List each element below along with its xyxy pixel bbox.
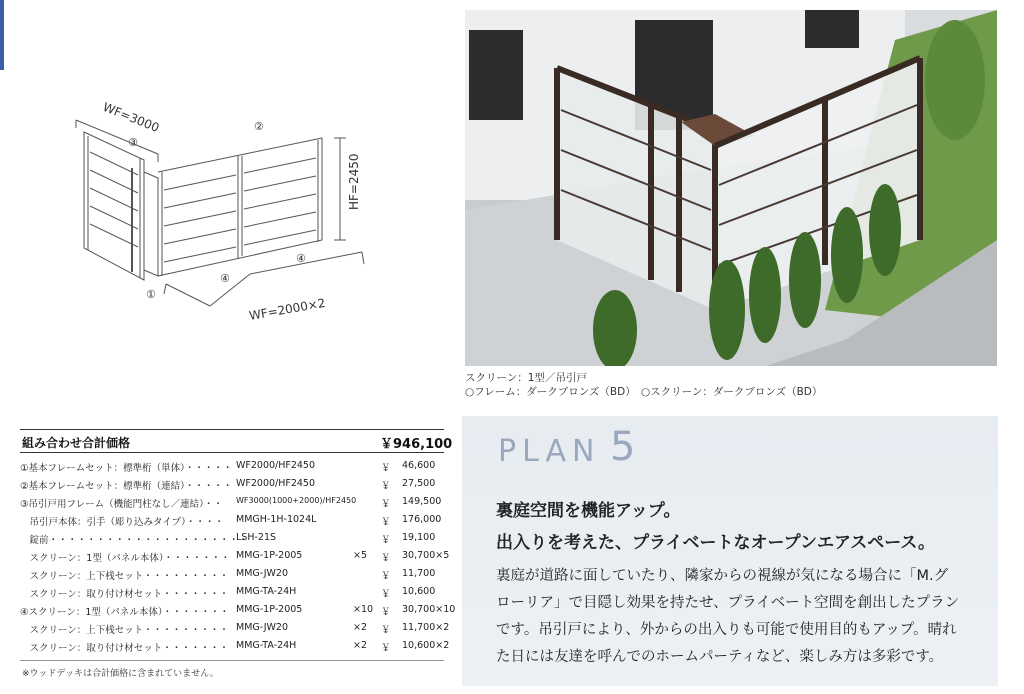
price-row: スクリーン：上下桟セット・・・・・・・・・ MMG-JW20 ×2 ￥ 11,700×2 [20,622,450,636]
plan-body-line: です。吊引戸により、外からの出入りも可能で使用目的もアップ。晴れ [496,622,957,638]
price-row: ①基本フレームセット：標準桁（単体）・・・・・ WF2000/HF2450 ￥ 46,600 [20,460,436,474]
plan-body-line: 裏庭が道路に面していたり、隣家からの視線が気になる場合に「M.グ [496,568,949,584]
marker-4a: ④ [220,272,230,285]
price-row: ②基本フレームセット：標準桁（連結）・・・・・ WF2000/HF2450 ￥ 27,500 [20,478,436,492]
door-frame-outline [84,132,144,280]
shrub-5 [831,207,863,303]
window-upper [805,10,859,48]
plan-headline-1: 裏庭空間を機能アップ。 [496,501,681,521]
price-row: スクリーン：1型（パネル本体）・・・・・・・ MMG-1P-2005 ×5 ￥ 30,700×5 [20,550,450,564]
marker-2: ② [254,120,264,133]
plan-headline-2: 出入りを考えた、プライベートなオープンエアスペース。 [496,533,935,553]
door-slats [90,152,138,247]
screen-slats-b [244,158,316,245]
price-row: 吊引戸本体：引手（彫り込みタイプ）・・・・ MMGH-1H-1024L ￥ 176,000 [20,514,442,528]
price-rule-bottom [20,452,444,453]
price-title: 組み合わせ合計価格 [22,436,131,450]
label-hf: HF=2450 [347,153,361,210]
dimension-diagram [40,80,440,330]
shrub-6 [869,184,901,276]
window-left [469,30,523,120]
price-note: ※ウッドデッキは合計価格に含まれていません。 [22,669,219,679]
plan-body-line: ローリア」で目隠し効果を持たせ、プライベート空間を創出したプラン [496,595,960,611]
door-inner [144,172,158,276]
price-total: ￥946,100 [380,437,453,452]
price-row: スクリーン：取り付け材セット・・・・・・・ MMG-TA-24H ￥ 10,600 [20,586,436,600]
shrub-4 [789,232,821,328]
marker-1: ① [146,288,156,301]
price-rule-end [20,660,444,661]
marker-4b: ④ [296,252,306,265]
dim-line-wf2000 [166,252,362,306]
photo-illustration [465,10,997,366]
caption-colors: ○フレーム：ダークブロンズ（BD） ○スクリーン：ダークブロンズ（BD） [465,386,823,398]
marker-3: ③ [128,136,138,149]
shrub-2 [709,260,745,360]
page-edge-mark [0,0,4,70]
label-wf3000: WF=3000 [100,99,162,136]
tree-right [925,20,985,140]
price-row: ④スクリーン：1型（パネル本体）・・・・・・・ MMG-1P-2005 ×10 ￥ 30,700×10 [20,604,456,618]
caption-screen-type: スクリーン：1型／吊引戸 [465,372,587,384]
price-row: 錠前・・・・・・・・・・・・・・・・・・・・・ LSH-21S ￥ 19,100 [20,532,436,546]
plan-number: 5 [610,424,636,470]
plan-body-line: た日には友達を呼んでのホームパーティなど、楽しみ方は多彩です。 [496,649,944,665]
screen-slats-a [164,175,236,262]
shrub-3 [749,247,781,343]
plan-word: PLAN [498,434,601,469]
screen-posts [162,140,318,276]
price-row: ③吊引戸用フレーム（機能門柱なし／連結）・・ WF3000(1000+2000)/HF2450 ￥ 149,500 [20,496,442,510]
price-rule-top [20,429,444,430]
diagram-svg [40,80,440,330]
plan-panel [462,416,998,686]
price-row: スクリーン：上下桟セット・・・・・・・・・ MMG-JW20 ￥ 11,700 [20,568,436,582]
product-photo [465,10,997,366]
price-row: スクリーン：取り付け材セット・・・・・・・ MMG-TA-24H ×2 ￥ 10,600×2 [20,640,450,654]
label-wf2000: WF=2000×2 [248,295,327,323]
